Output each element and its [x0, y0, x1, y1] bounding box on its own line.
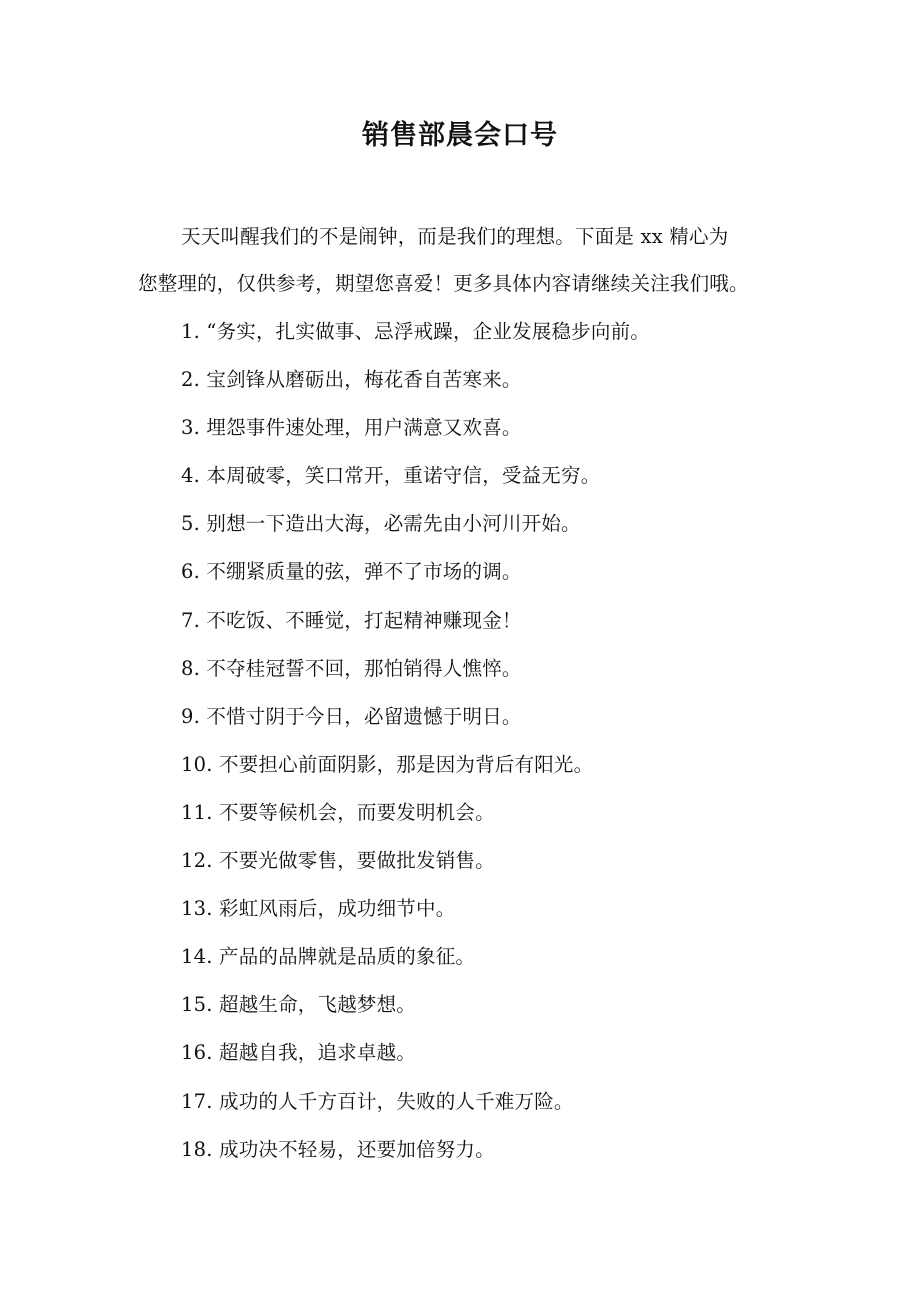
slogan-item: 3. 埋怨事件速处理，用户满意又欢喜。 [181, 416, 522, 440]
slogan-item: 18. 成功决不轻易，还要加倍努力。 [181, 1137, 495, 1161]
slogan-item: 2. 宝剑锋从磨砺出，梅花香自苦寒来。 [181, 368, 522, 392]
slogan-item: 13. 彩虹风雨后，成功细节中。 [181, 897, 456, 921]
intro-line-1: 天天叫醒我们的不是闹钟，而是我们的理想。下面是 xx 精心为 [181, 225, 729, 248]
slogan-item: 15. 超越生命，飞越梦想。 [181, 993, 417, 1017]
slogan-item: 8. 不夺桂冠誓不回，那怕销得人憔悴。 [181, 656, 522, 680]
slogan-item: 6. 不绷紧质量的弦，弹不了市场的调。 [181, 560, 522, 584]
slogan-item: 14. 产品的品牌就是品质的象征。 [181, 945, 476, 969]
slogan-item: 1. “务实，扎实做事、忌浮戒躁，企业发展稳步向前。 [181, 320, 650, 343]
slogan-item: 5. 别想一下造出大海，必需先由小河川开始。 [181, 512, 581, 536]
slogan-item: 9. 不惜寸阴于今日，必留遗憾于明日。 [181, 704, 522, 728]
slogan-item: 10. 不要担心前面阴影，那是因为背后有阳光。 [181, 752, 594, 776]
slogan-list [181, 308, 650, 1174]
intro-paragraph [138, 213, 788, 307]
document-title: 销售部晨会口号 [362, 120, 558, 151]
slogan-item: 16. 超越自我，追求卓越。 [181, 1041, 417, 1065]
slogan-item: 12. 不要光做零售，要做批发销售。 [181, 849, 495, 873]
slogan-item: 17. 成功的人千方百计，失败的人千难万险。 [181, 1089, 574, 1113]
slogan-item: 11. 不要等候机会，而要发明机会。 [181, 800, 495, 824]
slogan-item: 4. 本周破零，笑口常开，重诺守信，受益无穷。 [181, 464, 601, 488]
intro-line-2: 您整理的，仅供参考，期望您喜爱！更多具体内容请继续关注我们哦。 [138, 272, 749, 295]
slogan-item: 7. 不吃饭、不睡觉，打起精神赚现金！ [181, 608, 522, 632]
